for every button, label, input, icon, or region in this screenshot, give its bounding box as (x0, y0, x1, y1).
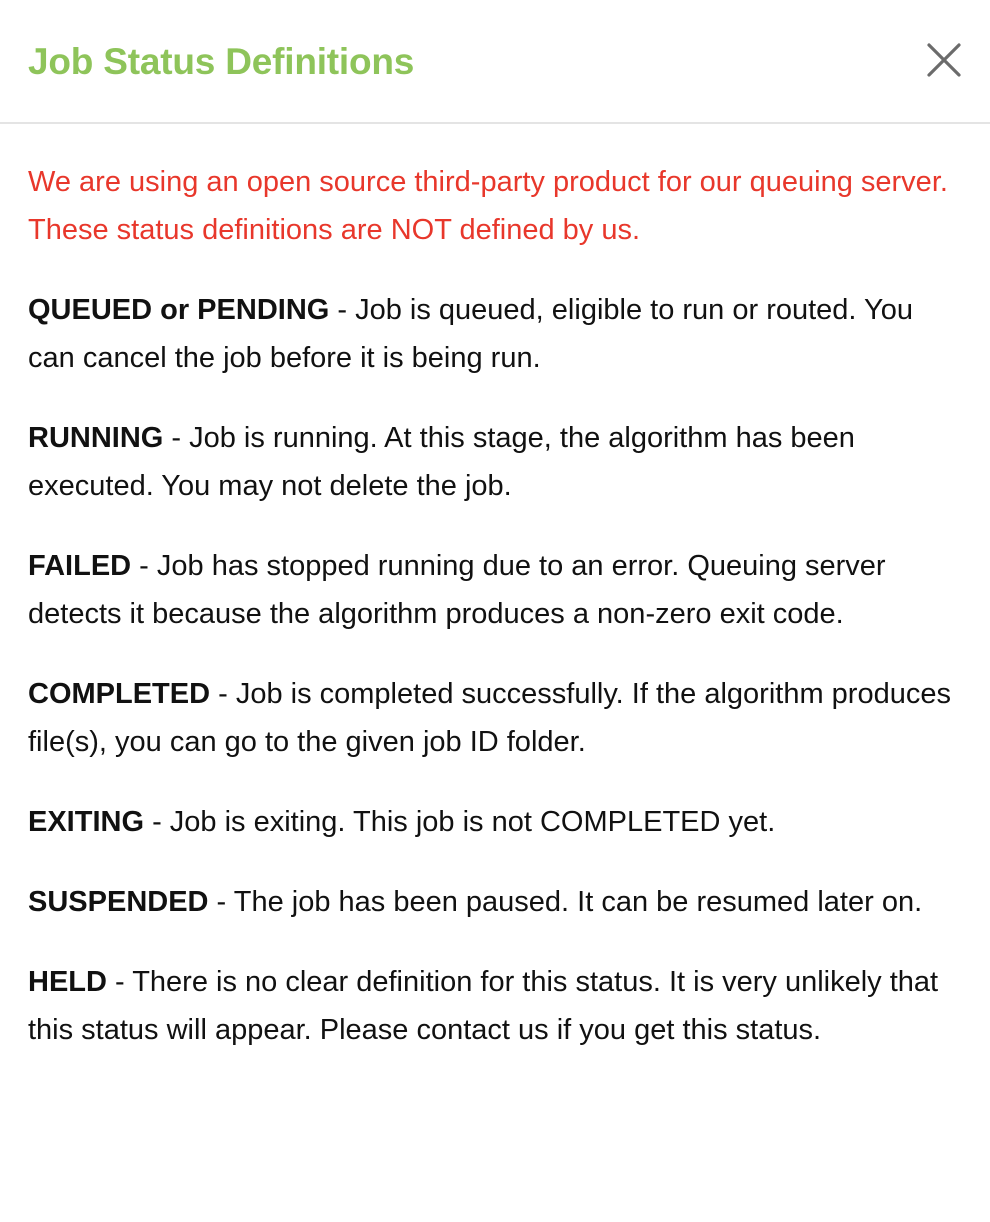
definition-description: - Job is completed successfully. If the algorithm produces file(s), you can go to the given job ID folder. (28, 678, 951, 758)
definition-completed (28, 670, 964, 766)
definition-suspended (28, 878, 964, 926)
definition-term: HELD (28, 966, 107, 998)
definition-term: COMPLETED (28, 678, 211, 710)
definition-term: FAILED (28, 550, 132, 582)
definition-queued-pending (28, 286, 964, 382)
definition-description: - Job has stopped running due to an error. Queuing server detects it because the algorithm produces a non-zero exit code. (28, 550, 886, 630)
definition-description: - Job is queued, eligible to run or routed. You can cancel the job before it is being run. (28, 294, 913, 374)
close-button[interactable] (924, 40, 964, 80)
definition-description: - The job has been paused. It can be resumed later on. (208, 886, 923, 918)
definition-held (28, 958, 964, 1054)
close-icon (924, 40, 964, 80)
definition-term: SUSPENDED (28, 886, 209, 918)
definition-description: - Job is exiting. This job is not COMPLETED yet. (144, 806, 776, 838)
definition-exiting (28, 798, 964, 846)
definition-description: - There is no clear definition for this status. It is very unlikely that this status will appear. Please contact us if you get this status. (28, 966, 939, 1046)
definition-term: QUEUED or PENDING (28, 294, 330, 326)
definition-failed (28, 542, 964, 638)
modal-header (0, 0, 990, 124)
definition-term: RUNNING (28, 422, 164, 454)
modal-title: Job Status Definitions (28, 41, 415, 82)
definition-term: EXITING (28, 806, 145, 838)
modal-body (28, 158, 964, 1086)
definition-running (28, 414, 964, 510)
definition-description: - Job is running. At this stage, the algorithm has been executed. You may not delete the job. (28, 422, 855, 502)
third-party-notice: We are using an open source third-party product for our queuing server. These status definitions are NOT defined by us. (28, 166, 948, 246)
